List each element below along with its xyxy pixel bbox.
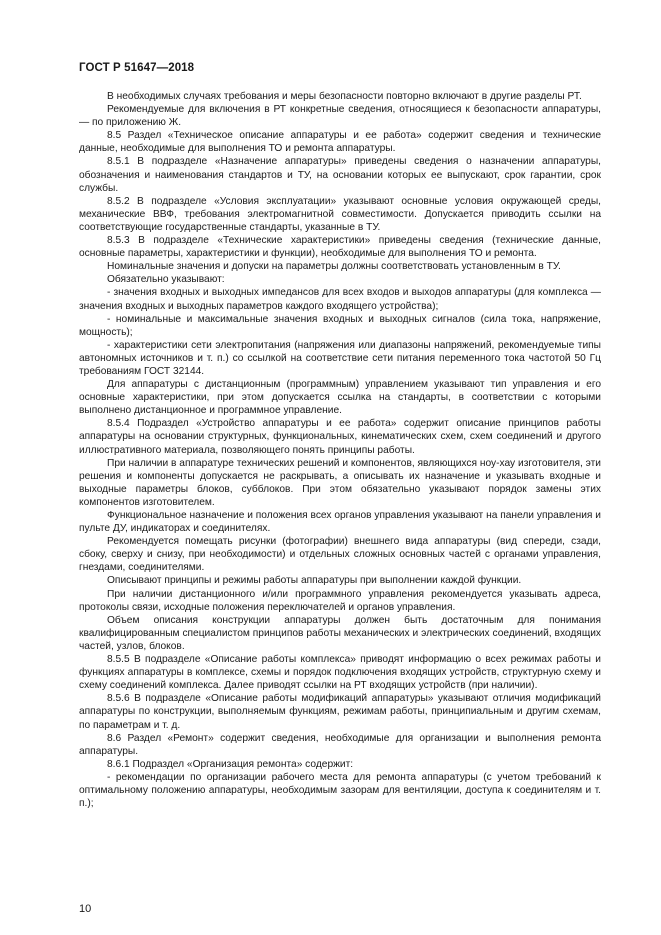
paragraph: Номинальные значения и допуски на параметры должны соответствовать установленным в ТУ.	[107, 261, 561, 273]
paragraph: 8.5.6 В подразделе «Описание работы модификаций аппаратуры» указывают отличия модификаций аппаратуры по конструкции, выполняемым функциям, режимам работы, принципиальным и другим схемам, по параметрам и т. д.	[79, 693, 601, 731]
document-body	[79, 90, 601, 810]
list-item: - значения входных и выходных импедансов для всех входов и выходов аппаратуры (для комплекса — значения входных и выходных параметров каждого входящего устройства);	[79, 287, 601, 312]
paragraph: При наличии в аппаратуре технических решений и компонентов, являющихся ноу-хау изготовителя, эти решения и компоненты допускается не раскрывать, а описывать их назначение и указывать входные и выходные параметры блоков, субблоков. При этом обязательно указывают порядок замены этих компонентов изготовителем.	[79, 457, 601, 508]
paragraph: Объем описания конструкции аппаратуры должен быть достаточным для понимания квалифицированным специалистом принципов работы механических и электрических соединений, входящих частей, узлов, блоков.	[79, 614, 601, 652]
paragraph: 8.5.2 В подразделе «Условия эксплуатации» указывают основные условия окружающей среды, механические ВВФ, требования электромагнитной совместимости. Допускается приводить ссылки на соответствующие государственные стандарты, указанные в ТУ.	[79, 195, 601, 233]
paragraph: 8.5 Раздел «Техническое описание аппаратуры и ее работа» содержит сведения и технические данные, необходимые для выполнения ТО и ремонта аппаратуры.	[79, 130, 601, 155]
paragraph: Функциональное назначение и положения всех органов управления указывают на панели управления и пульте ДУ, индикаторах и соединителях.	[79, 510, 601, 535]
paragraph: При наличии дистанционного и/или программного управления рекомендуется указывать адреса, протоколы связи, исходные положения переключателей и органов управления.	[79, 588, 601, 613]
paragraph: Рекомендуется помещать рисунки (фотографии) внешнего вида аппаратуры (вид спереди, сзади, сбоку, сверху и снизу, при необходимости) и отдельных сложных основных частей с органами управления, гнездами, соединителями.	[79, 536, 601, 574]
document-header: ГОСТ Р 51647—2018	[79, 62, 195, 74]
page-number: 10	[79, 903, 92, 915]
paragraph: Для аппаратуры с дистанционным (программным) управлением указывают тип управления и его основные характеристики, при этом допускается ссылка на стандарты, в соответствии с которыми выполнено дистанционное и программное управление.	[79, 379, 601, 417]
paragraph: В необходимых случаях требования и меры безопасности повторно включают в другие разделы РТ.	[107, 91, 582, 102]
paragraph: Обязательно указывают:	[107, 274, 225, 286]
list-item: - рекомендации по организации рабочего места для ремонта аппаратуры (с учетом требований к оптимальному положению аппаратуры, необходимым зазорам для вентиляции, доступа к соединителям и т. п.);	[79, 771, 601, 810]
paragraph: 8.5.4 Подраздел «Устройство аппаратуры и ее работа» содержит описание принципов работы аппаратуры на основании структурных, функциональных, кинематических схем, схем соединений и другого иллюстративного материала, позволяющего понять принципы работы.	[79, 418, 601, 456]
paragraph: 8.5.3 В подразделе «Технические характеристики» приведены сведения (технические данные, основные параметры, характеристики и функции), необходимые для выполнения ТО и ремонта.	[79, 235, 601, 260]
paragraph: 8.5.5 В подразделе «Описание работы комплекса» приводят информацию о всех режимах работы и функциях аппаратуры в комплексе, схемы и порядок подключения входящих устройств, структурную схему и схему соединений комплекса. Далее приводят ссылки на РТ входящих устройств (при наличии).	[79, 654, 601, 692]
paragraph: 8.6 Раздел «Ремонт» содержит сведения, необходимые для организации и выполнения ремонта аппаратуры.	[79, 732, 601, 757]
paragraph: 8.6.1 Подраздел «Организация ремонта» содержит:	[107, 758, 354, 770]
paragraph: Рекомендуемые для включения в РТ конкретные сведения, относящиеся к безопасности аппаратуры, — по приложению Ж.	[79, 104, 601, 129]
list-item: - характеристики сети электропитания (напряжения или диапазоны напряжений, рекомендуемые типы автономных источников и т. п.) со ссылкой на соответствие сети питания переменного тока частотой 50 Гц требованиям ГОСТ 32144.	[79, 339, 601, 377]
list-item: - номинальные и максимальные значения входных и выходных сигналов (сила тока, напряжение, мощность);	[79, 313, 601, 338]
paragraph: 8.5.1 В подразделе «Назначение аппаратуры» приведены сведения о назначении аппаратуры, обозначения и наименования стандартов и ТУ, на основании которых ее выпускают, срок гарантии, срок службы.	[79, 156, 601, 194]
paragraph: Описывают принципы и режимы работы аппаратуры при выполнении каждой функции.	[107, 575, 522, 587]
